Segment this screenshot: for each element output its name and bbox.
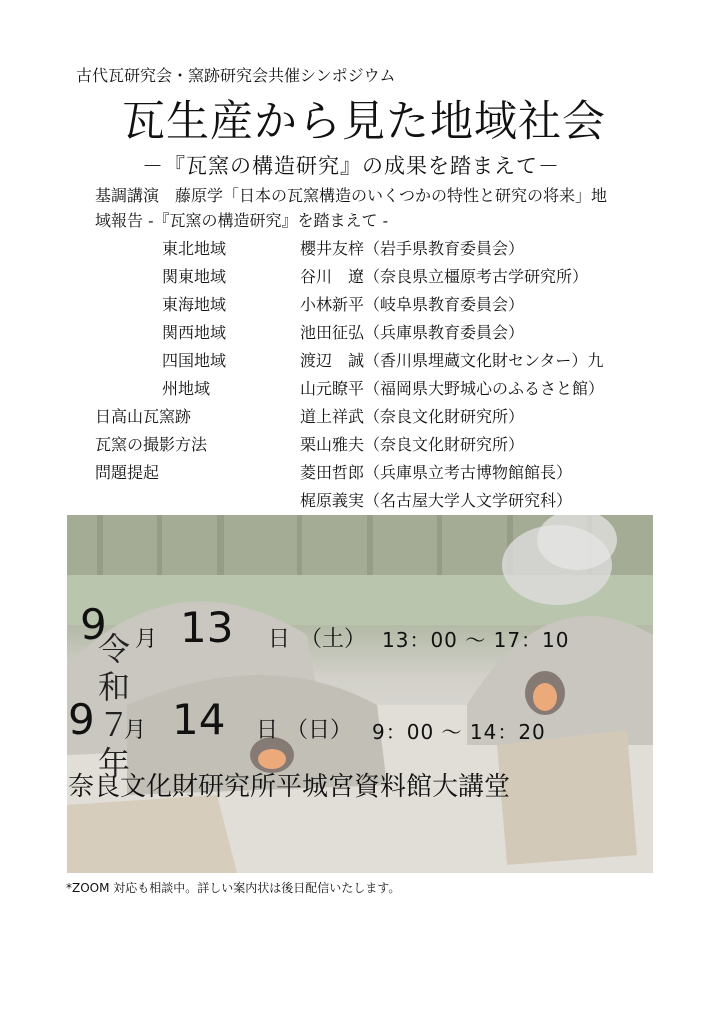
time-1: 13：00 ～ 17：10 (382, 628, 570, 652)
time-2: 9：00 ～ 14：20 (372, 720, 546, 744)
regional-report-header: 域報告 -『瓦窯の構造研究』を踏まえて - (95, 211, 388, 230)
speaker: 菱田哲郎（兵庫県立考古博物館館長） (300, 463, 573, 482)
page-title: 瓦生産から見た地域社会 (122, 97, 606, 147)
month-unit-2: 月 (124, 718, 147, 743)
day-unit-2: 日 (256, 718, 279, 743)
era-label: 令和７年 (98, 630, 131, 782)
region-label: 東北地域 (162, 239, 227, 258)
speaker: 櫻井友梓（岩手県教育委員会） (300, 239, 525, 258)
region-label: 州地域 (162, 379, 211, 398)
day-unit-1: 日 (268, 627, 291, 652)
topic-label: 問題提起 (95, 463, 160, 482)
kiln-photo (67, 515, 653, 873)
region-label: 東海地域 (162, 295, 227, 314)
topic-label: 瓦窯の撮影方法 (95, 435, 208, 454)
speaker: 池田征弘（兵庫県教育委員会） (300, 323, 525, 342)
organizer-line: 古代瓦研究会・窯跡研究会共催シンポジウム (76, 66, 396, 85)
speaker: 道上祥武（奈良文化財研究所） (300, 407, 525, 426)
weekday-1: （土） (300, 627, 367, 652)
weekday-2: （日） (286, 718, 353, 743)
speaker: 渡辺 誠（香川県埋蔵文化財センター）九 (300, 351, 604, 370)
topic-label: 日高山瓦窯跡 (95, 407, 192, 426)
speaker: 谷川 遼（奈良県立橿原考古学研究所） (300, 267, 589, 286)
photo-overlay (67, 515, 653, 873)
month-unit-1: 月 (135, 627, 158, 652)
month-1: 9 (80, 600, 107, 649)
day-1: 13 (180, 603, 234, 652)
venue: 奈良文化財研究所平城宮資料館大講堂 (68, 772, 511, 802)
footnote: *ZOOM 対応も相談中。詳しい案内状は後日配信いたします。 (66, 881, 401, 895)
region-label: 関東地域 (162, 267, 227, 286)
speaker: 栗山雅夫（奈良文化財研究所） (300, 435, 525, 454)
keynote-line: 基調講演 藤原学「日本の瓦窯構造のいくつかの特性と研究の将来」地 (95, 186, 608, 205)
month-2: 9 (68, 695, 95, 744)
day-2: 14 (172, 695, 226, 744)
region-label: 四国地域 (162, 351, 227, 370)
speaker: 梶原義実（名古屋大学人文学研究科） (300, 491, 573, 510)
subtitle: －『瓦窯の構造研究』の成果を踏まえて－ (142, 154, 560, 178)
speaker: 山元瞭平（福岡県大野城心のふるさと館） (300, 379, 605, 398)
region-label: 関西地域 (162, 323, 227, 342)
speaker: 小林新平（岐阜県教育委員会） (300, 295, 525, 314)
